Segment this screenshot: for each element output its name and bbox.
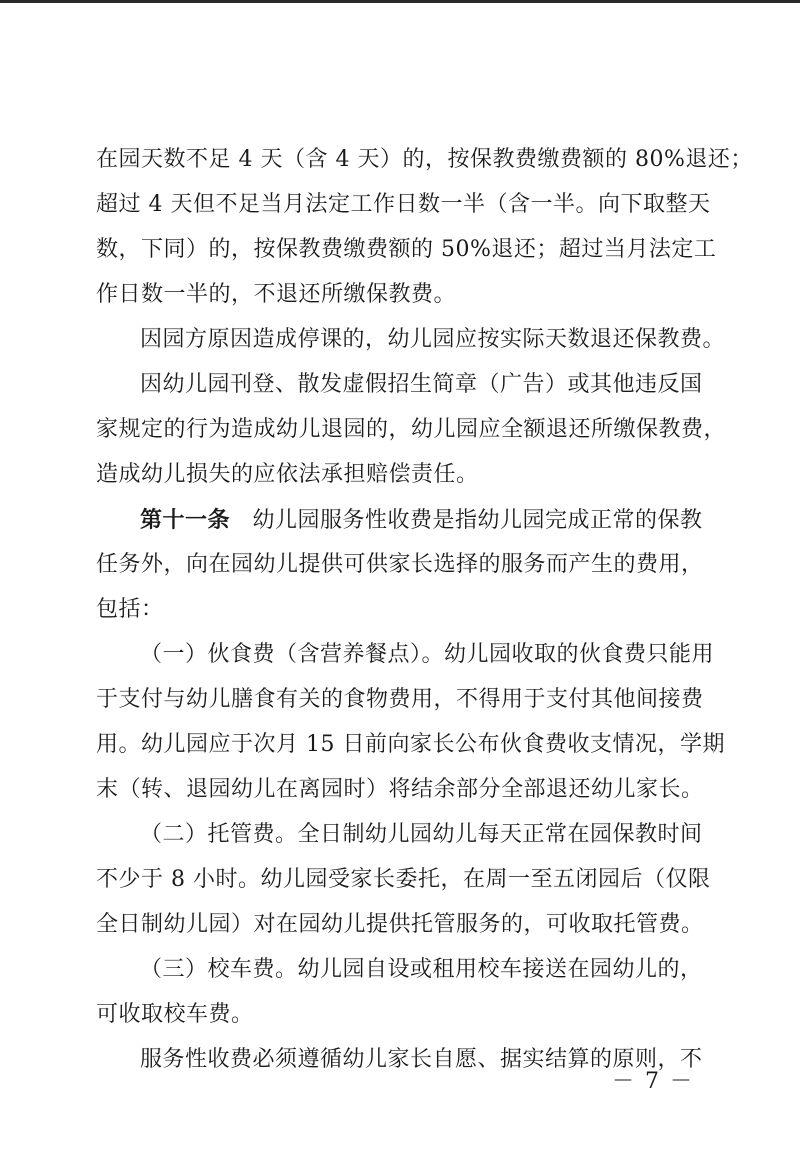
paragraph-line: 家规定的行为造成幼儿退园的，幼儿园应全额退还所缴保教费，: [96, 417, 727, 442]
paragraph-line: （二）托管费。全日制幼儿园幼儿每天正常在园保教时间: [140, 822, 703, 847]
paragraph-line: 全日制幼儿园）对在园幼儿提供托管服务的，可收取托管费。: [96, 912, 704, 937]
paragraph-line: 因园方原因造成停课的，幼儿园应按实际天数退还保教费。: [140, 327, 726, 352]
paragraph-line: 可收取校车费。: [96, 1002, 254, 1027]
paragraph-line: 不少于 8 小时。幼儿园受家长委托，在周一至五闭园后（仅限: [96, 867, 711, 892]
article-line: [140, 500, 703, 540]
paragraph-line: 于支付与幼儿膳食有关的食物费用，不得用于支付其他间接费: [96, 687, 704, 712]
paragraph-line: 造成幼儿损失的应依法承担赔偿责任。: [96, 462, 479, 487]
paragraph-line: 末（转、退园幼儿在离园时）将结余部分全部退还幼儿家长。: [96, 777, 704, 802]
paragraph-line: 超过 4 天但不足当月法定工作日数一半（含一半。向下取整天: [96, 192, 711, 217]
paragraph-line: 服务性收费必须遵循幼儿家长自愿、据实结算的原则，不: [140, 1047, 703, 1072]
page-number: － 7 －: [612, 1069, 694, 1094]
article-heading: 第十一条: [140, 507, 231, 533]
paragraph-line: 作日数一半的，不退还所缴保教费。: [96, 282, 457, 307]
paragraph-line: 数，下同）的，按保教费缴费额的 50%退还；超过当月法定工: [96, 237, 717, 262]
paragraph-line: 任务外，向在园幼儿提供可供家长选择的服务而产生的费用，: [96, 552, 704, 577]
paragraph-line: 用。幼儿园应于次月 15 日前向家长公布伙食费收支情况，学期: [96, 732, 725, 757]
paragraph-line: 包括：: [96, 597, 164, 622]
paragraph-line: 在园天数不足 4 天（含 4 天）的，按保教费缴费额的 80%退还；: [96, 147, 753, 172]
article-text: 幼儿园服务性收费是指幼儿园完成正常的保教: [252, 508, 703, 533]
top-border-line: [0, 0, 800, 3]
paragraph-line: （一）伙食费（含营养餐点）。幼儿园收取的伙食费只能用: [140, 642, 715, 667]
paragraph-line: 因幼儿园刊登、散发虚假招生简章（广告）或其他违反国: [140, 372, 703, 397]
paragraph-line: （三）校车费。幼儿园自设或租用校车接送在园幼儿的，: [140, 957, 703, 982]
